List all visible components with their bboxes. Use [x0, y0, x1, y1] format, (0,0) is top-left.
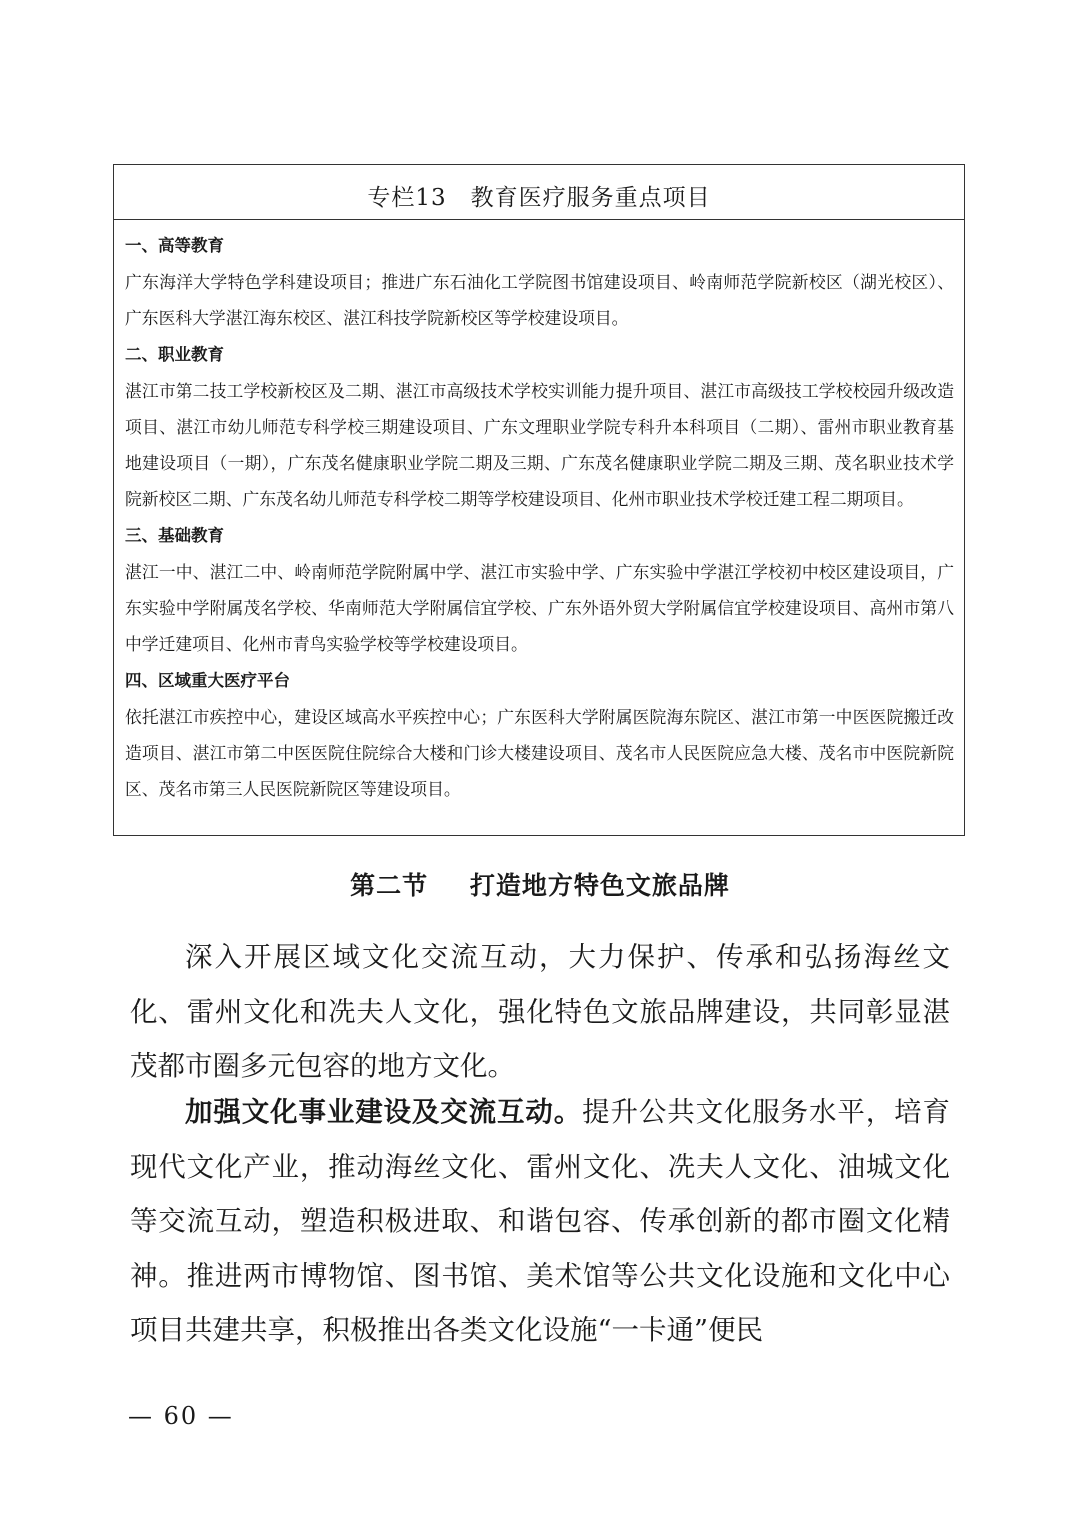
section-text-vocational-education: 湛江市第二技工学校新校区及二期、湛江市高级技术学校实训能力提升项目、湛江市高级技工学校校园升级改造项目、湛江市幼儿师范专科学校三期建设项目、广东文理职业学院专科升本科项目（二期）、雷州市职业教育基地建设项目（一期），广东茂名健康职业学院二期及三期、广东茂名健康职业学院二期及三期、茂名职业技术学院新校区二期、广东茂名幼儿师范专科学校二期等学校建设项目、化州市职业技术学校迁建工程二期项目。: [125, 380, 954, 510]
section-heading-vocational-education: 二、职业教育: [125, 344, 224, 364]
section-text-medical-platform: 依托湛江市疾控中心，建设区域高水平疾控中心；广东医科大学附属医院海东院区、湛江市第一中医医院搬迁改造项目、湛江市第二中医医院住院综合大楼和门诊大楼建设项目、茂名市人民医院应急大楼、茂名市中医院新院区、茂名市第三人民医院新院区等建设项目。: [125, 706, 954, 800]
feature-box-title: [114, 165, 964, 220]
paragraph-text: 提升公共文化服务水平，培育现代文化产业，推动海丝文化、雷州文化、冼夫人文化、油城文化等交流互动，塑造积极进取、和谐包容、传承创新的都市圈文化精神。推进两市博物馆、图书馆、美术馆等公共文化设施和文化中心项目共建共享，积极推出各类文化设施“一卡通”便民: [130, 1096, 951, 1346]
paragraph-lead: 加强文化事业建设及交流互动。: [185, 1096, 583, 1128]
feature-box-number: 专栏13: [367, 184, 447, 211]
section-text-higher-education: 广东海洋大学特色学科建设项目；推进广东石油化工学院图书馆建设项目、岭南师范学院新校区（湖光校区）、广东医科大学湛江海东校区、湛江科技学院新校区等学校建设项目。: [125, 272, 954, 329]
body-paragraph-1: 深入开展区域文化交流互动，大力保护、传承和弘扬海丝文化、雷州文化和冼夫人文化，强化特色文旅品牌建设，共同彰显湛茂都市圈多元包容的地方文化。: [130, 941, 950, 1082]
section-heading-higher-education: 一、高等教育: [125, 236, 224, 255]
feature-box: [113, 164, 965, 836]
section-heading-medical-platform: 四、区域重大医疗平台: [125, 670, 290, 690]
page-number: — 60 —: [128, 1402, 234, 1430]
section-title-text: 打造地方特色文旅品牌: [469, 871, 730, 900]
feature-box-title-text: 教育医疗服务重点项目: [470, 184, 711, 211]
feature-box-body: [114, 220, 964, 808]
body-paragraph-2: [130, 1085, 950, 1358]
section-heading-basic-education: 三、基础教育: [125, 525, 224, 545]
section-number: 第二节: [350, 871, 429, 900]
section-title: [0, 866, 1080, 902]
section-text-basic-education: 湛江一中、湛江二中、岭南师范学院附属中学、湛江市实验中学、广东实验中学湛江学校初中校区建设项目，广东实验中学附属茂名学校、华南师范大学附属信宜学校、广东外语外贸大学附属信宜学校建设项目、高州市第八中学迁建项目、化州市青鸟实验学校等学校建设项目。: [125, 561, 954, 655]
